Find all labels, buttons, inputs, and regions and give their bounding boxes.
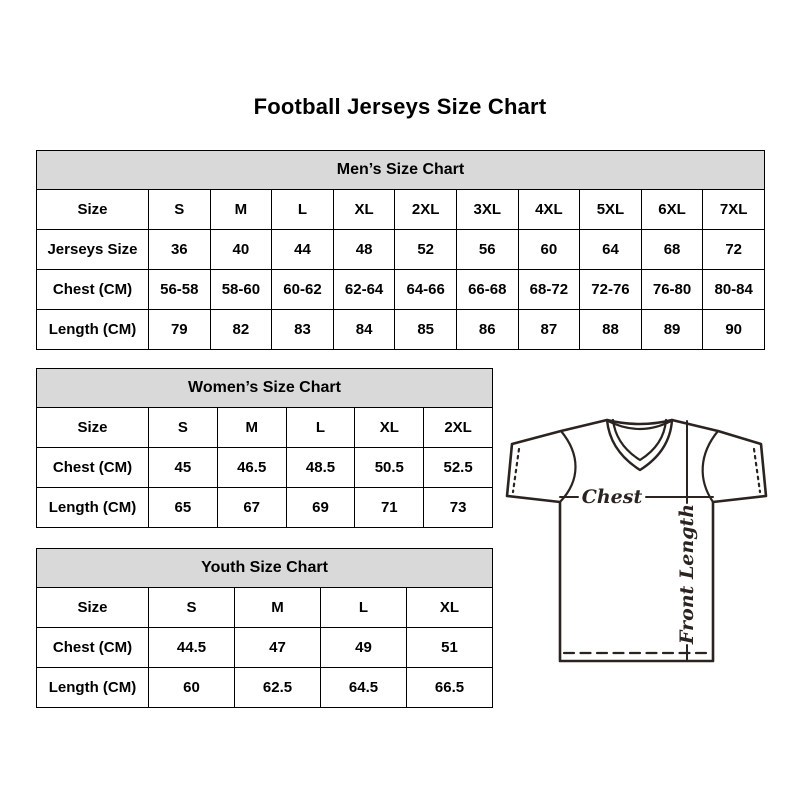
value-cell: 4XL (518, 190, 580, 230)
mens-table-title: Men’s Size Chart (37, 151, 765, 190)
value-cell: 44.5 (149, 628, 235, 668)
row-label: Size (37, 190, 149, 230)
value-cell: S (149, 190, 211, 230)
value-cell: L (321, 588, 407, 628)
chest-label: Chest (581, 486, 643, 508)
value-cell: 48.5 (286, 448, 355, 488)
jersey-measurement-diagram-icon (502, 402, 774, 668)
value-cell: 73 (424, 488, 493, 528)
value-cell: S (149, 588, 235, 628)
value-cell: M (235, 588, 321, 628)
table-row (37, 408, 493, 448)
value-cell: 3XL (456, 190, 518, 230)
value-cell: 83 (272, 310, 334, 350)
value-cell: 45 (149, 448, 218, 488)
value-cell: 56-58 (149, 270, 211, 310)
row-label: Chest (CM) (37, 628, 149, 668)
value-cell: 79 (149, 310, 211, 350)
value-cell: 52 (395, 230, 457, 270)
value-cell: 86 (456, 310, 518, 350)
value-cell: XL (355, 408, 424, 448)
value-cell: 85 (395, 310, 457, 350)
value-cell: 65 (149, 488, 218, 528)
value-cell: 56 (456, 230, 518, 270)
table-header-row (37, 549, 493, 588)
table-row (37, 668, 493, 708)
value-cell: 66-68 (456, 270, 518, 310)
value-cell: 66.5 (407, 668, 493, 708)
row-label: Length (CM) (37, 310, 149, 350)
value-cell: 71 (355, 488, 424, 528)
row-label: Length (CM) (37, 668, 149, 708)
table-row (37, 488, 493, 528)
youth-size-table (36, 548, 493, 708)
value-cell: 69 (286, 488, 355, 528)
table-row (37, 190, 765, 230)
value-cell: 90 (703, 310, 765, 350)
table-row (37, 448, 493, 488)
mens-size-table (36, 150, 765, 350)
table-header-row (37, 369, 493, 408)
value-cell: M (217, 408, 286, 448)
row-label: Length (CM) (37, 488, 149, 528)
value-cell: 2XL (395, 190, 457, 230)
row-label: Size (37, 588, 149, 628)
value-cell: 51 (407, 628, 493, 668)
table-row (37, 588, 493, 628)
value-cell: 64 (580, 230, 642, 270)
value-cell: S (149, 408, 218, 448)
value-cell: 52.5 (424, 448, 493, 488)
value-cell: 49 (321, 628, 407, 668)
value-cell: XL (407, 588, 493, 628)
value-cell: 84 (333, 310, 395, 350)
value-cell: 5XL (580, 190, 642, 230)
value-cell: 48 (333, 230, 395, 270)
value-cell: L (272, 190, 334, 230)
table-header-row (37, 151, 765, 190)
value-cell: 72-76 (580, 270, 642, 310)
value-cell: 47 (235, 628, 321, 668)
value-cell: 60 (518, 230, 580, 270)
table-row (37, 230, 765, 270)
value-cell: 60-62 (272, 270, 334, 310)
value-cell: XL (333, 190, 395, 230)
row-label: Size (37, 408, 149, 448)
value-cell: 89 (641, 310, 703, 350)
value-cell: 46.5 (217, 448, 286, 488)
value-cell: 44 (272, 230, 334, 270)
front-length-label: Front Length (676, 503, 698, 645)
womens-size-table (36, 368, 493, 528)
table-row (37, 270, 765, 310)
value-cell: 58-60 (210, 270, 272, 310)
value-cell: 68 (641, 230, 703, 270)
table-row (37, 628, 493, 668)
value-cell: 7XL (703, 190, 765, 230)
row-label: Chest (CM) (37, 270, 149, 310)
page-title: Football Jerseys Size Chart (253, 94, 547, 119)
value-cell: 40 (210, 230, 272, 270)
value-cell: 50.5 (355, 448, 424, 488)
value-cell: M (210, 190, 272, 230)
value-cell: 80-84 (703, 270, 765, 310)
value-cell: 72 (703, 230, 765, 270)
value-cell: L (286, 408, 355, 448)
value-cell: 64-66 (395, 270, 457, 310)
value-cell: 67 (217, 488, 286, 528)
value-cell: 62-64 (333, 270, 395, 310)
youth-table-title: Youth Size Chart (37, 549, 493, 588)
row-label: Chest (CM) (37, 448, 149, 488)
value-cell: 82 (210, 310, 272, 350)
value-cell: 64.5 (321, 668, 407, 708)
value-cell: 36 (149, 230, 211, 270)
value-cell: 2XL (424, 408, 493, 448)
value-cell: 88 (580, 310, 642, 350)
table-row (37, 310, 765, 350)
row-label: Jerseys Size (37, 230, 149, 270)
value-cell: 76-80 (641, 270, 703, 310)
value-cell: 62.5 (235, 668, 321, 708)
jersey-outline (507, 420, 766, 661)
value-cell: 6XL (641, 190, 703, 230)
value-cell: 60 (149, 668, 235, 708)
value-cell: 68-72 (518, 270, 580, 310)
value-cell: 87 (518, 310, 580, 350)
womens-table-title: Women’s Size Chart (37, 369, 493, 408)
